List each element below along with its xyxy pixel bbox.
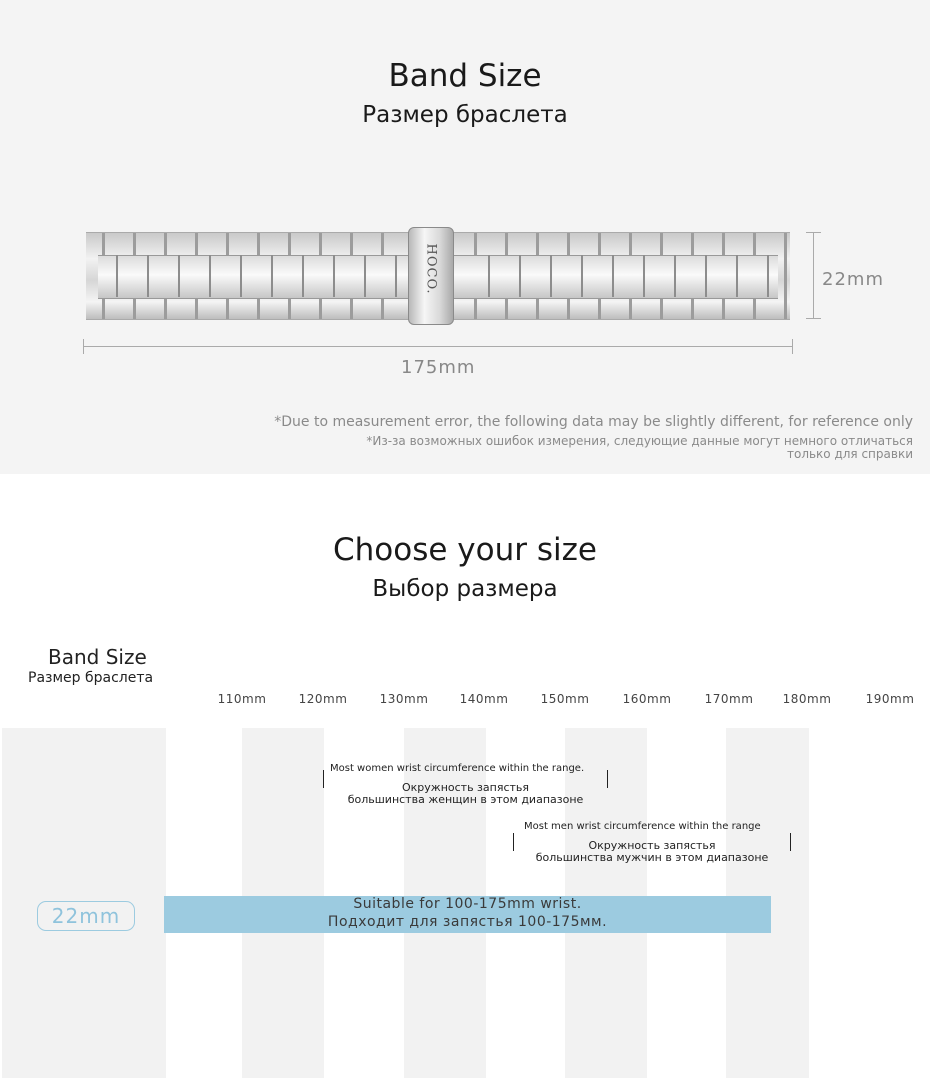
- band-inner-link-divider: [147, 255, 149, 297]
- width-dimension-line: [813, 232, 814, 318]
- band-inner-link-divider: [674, 255, 676, 297]
- band-inner-link-divider: [116, 255, 118, 297]
- band-fit-text-ru: Подходит для запястья 100-175мм.: [327, 914, 608, 930]
- band-inner-link-divider: [767, 255, 769, 297]
- tick-label: 120mm: [298, 692, 348, 706]
- tick-label: 110mm: [217, 692, 267, 706]
- disclaimer-ru-line1: *Из-за возможных ошибок измерения, следующие данные могут немного отличаться: [366, 434, 913, 448]
- band-inner-link-divider: [705, 255, 707, 297]
- chart-row-header-ru: Размер браслета: [28, 670, 154, 686]
- band-inner-link-divider: [488, 255, 490, 297]
- tick-label: 140mm: [459, 692, 509, 706]
- men-range-label-en: Most men wrist circumference within the range: [524, 821, 761, 832]
- band-inner-link-divider: [271, 255, 273, 297]
- disclaimer-ru-line2: только для справки: [786, 447, 913, 461]
- women-range-label-en: Most women wrist circumference within the range.: [330, 763, 585, 774]
- tick-label: 170mm: [704, 692, 754, 706]
- band-size-section: [0, 0, 930, 474]
- band-inner-link-divider: [333, 255, 335, 297]
- band-fit-text-en: Suitable for 100-175mm wrist.: [353, 896, 582, 912]
- tick-label: 190mm: [865, 692, 915, 706]
- length-dimension-cap-left: [83, 339, 84, 354]
- band-size-title: Band Size: [388, 58, 542, 94]
- chart-row-header-en: Band Size: [48, 645, 147, 669]
- band-link-divider: [784, 233, 787, 319]
- brand-logo: HOCO.: [423, 243, 439, 295]
- choose-size-title: Choose your size: [333, 532, 597, 568]
- tick-label: 180mm: [782, 692, 832, 706]
- band-inner-link-divider: [302, 255, 304, 297]
- tick-label: 130mm: [379, 692, 429, 706]
- band-inner-link-divider: [364, 255, 366, 297]
- women-range-label-ru-1: Окружность запястья: [401, 781, 529, 794]
- disclaimer-en: *Due to measurement error, the following data may be slightly different, for reference only: [274, 414, 913, 430]
- band-inner-link-divider: [519, 255, 521, 297]
- band-inner-link-divider: [240, 255, 242, 297]
- band-inner-link-divider: [395, 255, 397, 297]
- band-inner-link-divider: [550, 255, 552, 297]
- length-dimension-cap-right: [792, 339, 793, 354]
- band-clasp: [408, 227, 454, 325]
- band-inner-link-divider: [612, 255, 614, 297]
- band-inner-link-divider: [643, 255, 645, 297]
- width-label: 22mm: [822, 269, 884, 290]
- men-range-label-ru-2: большинства мужчин в этом диапазоне: [535, 851, 769, 864]
- women-range-label-ru-2: большинства женщин в этом диапазоне: [347, 793, 584, 806]
- band-inner-link-divider: [581, 255, 583, 297]
- width-dimension-cap-top: [806, 232, 821, 233]
- metal-band-image: [86, 232, 790, 320]
- men-range-bracket: [513, 833, 791, 834]
- band-inner-link-divider: [209, 255, 211, 297]
- band-size-subtitle: Размер браслета: [362, 102, 568, 128]
- tick-label: 160mm: [622, 692, 672, 706]
- band-inner-link-divider: [178, 255, 180, 297]
- choose-size-subtitle: Выбор размера: [372, 576, 558, 602]
- band-size-badge: 22mm: [37, 901, 135, 931]
- men-range-label-ru-1: Окружность запястья: [588, 839, 716, 852]
- length-label: 175mm: [401, 357, 476, 378]
- band-fit-range-bar: [164, 896, 771, 933]
- band-inner-link-divider: [736, 255, 738, 297]
- width-dimension-cap-bottom: [806, 318, 821, 319]
- length-dimension-line: [83, 346, 793, 347]
- tick-label: 150mm: [540, 692, 590, 706]
